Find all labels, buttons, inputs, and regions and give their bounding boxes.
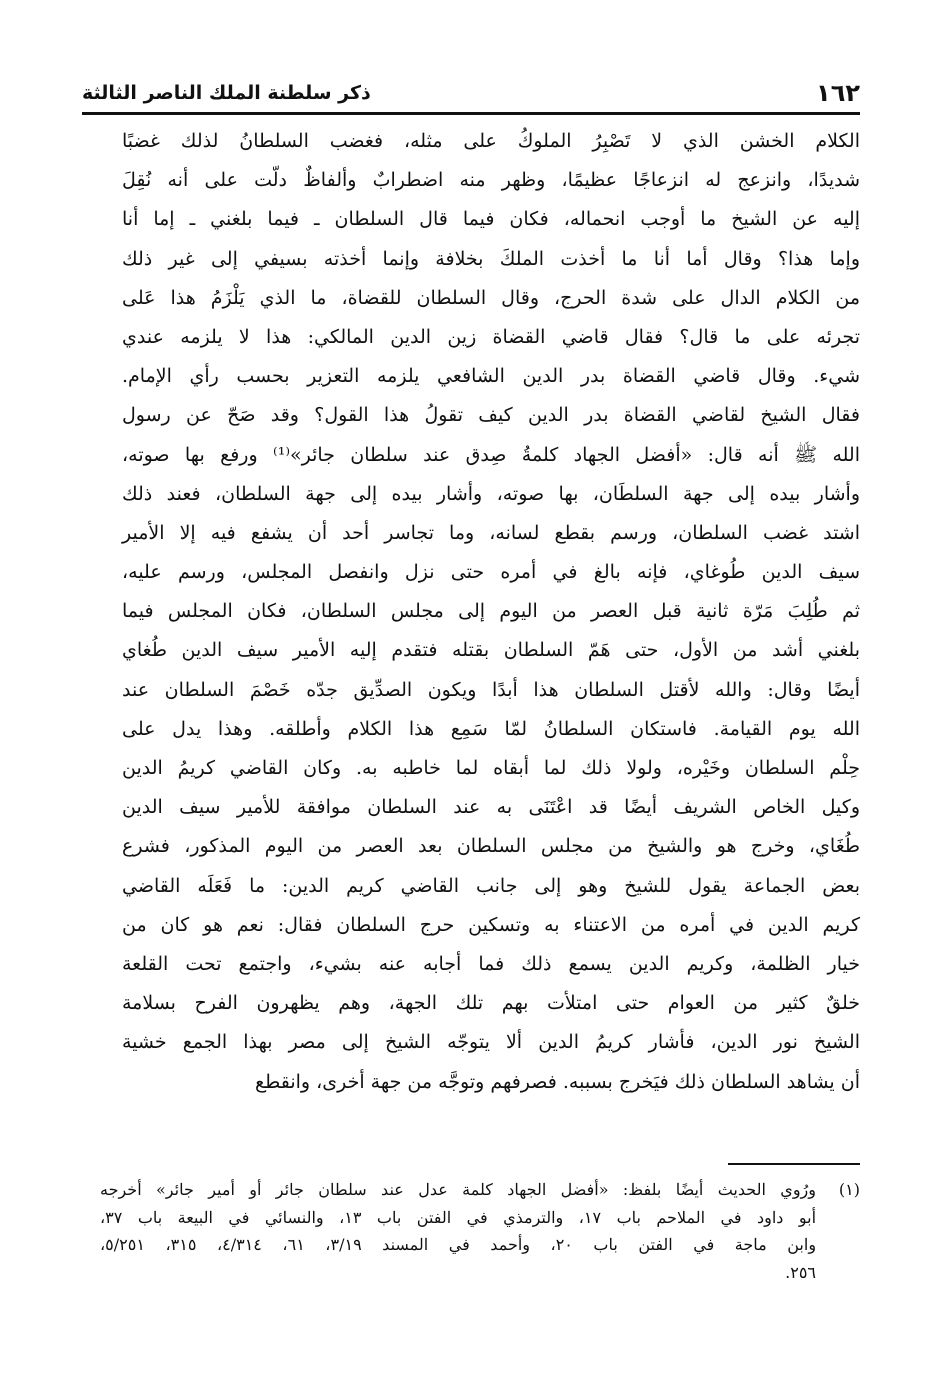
body-line: خلقٌ كثير من العوام حتى امتلأت بهم تلك الجهة، وهم يظهرون الفرح بسلامة (122, 992, 860, 1015)
body-line: سيف الدين طُوغاي، فإنه بالغ في أمره حتى نزل وانفصل المجلس، ورسم عليه، (122, 561, 860, 584)
body-line: ثم طُلِبَ مَرّة ثانية قبل العصر من اليوم إلى مجلس السلطان، فكان المجلس فيما (122, 600, 860, 623)
body-line: شيء. وقال قاضي القضاة بدر الدين الشافعي يلزمه التعزير بحسب رأي الإمام. (122, 365, 860, 388)
footnote-line: ٢٥٦. (785, 1262, 816, 1282)
footnote-text (100, 1176, 816, 1286)
footnote-marker: (١) (838, 1180, 860, 1199)
body-line: أن يشاهد السلطان ذلك فيَخرج بسببه. فصرفهم وتوجَّه من جهة أخرى، وانقطع (255, 1070, 860, 1093)
body-line: طُغَاي، وخرج هو والشيخ من مجلس السلطان بعد العصر من اليوم المذكور، فشرع (122, 835, 860, 858)
body-line: الله يوم القيامة. فاستكان السلطانُ لمّا سَمِع هذا الكلام وأطلقه. وهذا يدل على (122, 717, 860, 740)
body-line: أيضًا وقال: والله لأقتل السلطان هذا أبدًا ويكون الصدِّيق جدّه خَصْمَ السلطان عند (122, 678, 860, 701)
body-line: وإما هذا؟ وقال أما أنا ما أخذت الملكَ بخلافة وإنما أخذته بسيفي إلى غير ذلك (122, 247, 860, 270)
footnote-line: ورُوي الحديث أيضًا بلفظ: «أفضل الجهاد كلمة عدل عند سلطان جائر أو أمير جائر» أخرجه (100, 1180, 816, 1199)
page-number: ١٦٢ (816, 79, 860, 107)
body-line: إليه عن الشيخ ما أوجب انحماله، فكان فيما قال السلطان ـ فيما بلغني ـ إما أنا (122, 208, 860, 231)
body-text (122, 122, 860, 1102)
body-line: من الكلام الدال على شدة الحرج، وقال السلطان للقضاة، ما الذي يَلْزَمُ هذا عَلى (122, 286, 860, 309)
header-rule (82, 112, 860, 115)
footnotes (100, 1176, 860, 1286)
body-line: وأشار بيده إلى جهة السلطَان، بها صوته، وأشار بيده إلى جهة السلطان، فعند ذلك (122, 482, 860, 505)
body-line: شديدًا، وانزعج له انزعاجًا عظيمًا، وظهر منه اضطرابٌ وألفاظٌ دلّت على أنه نُقِلَ (122, 169, 860, 192)
body-line: اشتد غضب السلطان، ورسم بقطع لسانه، وما تجاسر أحد أن يشفع فيه إلا الأمير (122, 521, 860, 544)
body-line: تجرئه على ما قال؟ فقال قاضي القضاة زين الدين المالكي: هذا لا يلزمه عندي (122, 325, 860, 348)
body-line: فقال الشيخ لقاضي القضاة بدر الدين كيف تقولُ هذا القول؟ وقد صَحّ عن رسول (122, 404, 860, 427)
body-line: كريم الدين في أمره من الاعتناء به وتسكين حرج السلطان فقال: نعم هو كان من (122, 913, 860, 936)
footnote-rule (728, 1163, 860, 1165)
footnote (100, 1176, 860, 1286)
body-line: الشيخ نور الدين، فأشار كريمُ الدين ألا يتوجّه الشيخ إلى مصر بهذا الجمع خشية (122, 1031, 860, 1054)
body-line: الكلام الخشن الذي لا تَصْبِرُ الملوكُ على مثله، فغضب السلطانُ لذلك غضبًا (122, 130, 860, 152)
running-title: ذكر سلطنة الملك الناصر الثالثة (82, 82, 371, 104)
body-line: حِلْم السلطان وخَيْره، ولولا ذلك لما أبقاه لما خاطبه به. وكان القاضي كريمُ الدين (122, 757, 860, 779)
body-line: خيار الظلمة، وكريم الدين يسمع ذلك فما أجابه عنه بشيء، واجتمع تحت القلعة (122, 952, 860, 975)
footnote-line: أبو داود في الملاحم باب ١٧، والترمذي في الفتن باب ١٣، والنسائي في البيعة باب ٣٧، (100, 1207, 817, 1227)
body-line: وكيل الخاص الشريف أيضًا قد اعْتَنَى به عند السلطان موافقة للأمير سيف الدين (122, 796, 860, 819)
body-line: بعض الجماعة يقول للشيخ وهو إلى جانب القاضي كريم الدين: ما فَعَلَه القاضي (122, 874, 860, 897)
body-line: بلغني أشد من الأول، حتى هَمّ السلطان بقتله فتقدم إليه الأمير سيف الدين طُغاي (122, 639, 860, 662)
footnote-line: وابن ماجة في الفتن باب ٢٠، وأحمد في المسند ٣/١٩، ٦١، ٤/٣١٤، ٣١٥، ٥/٢٥١، (100, 1235, 817, 1254)
page-header (82, 62, 860, 108)
body-line: الله ﷺ أنه قال: «أفضل الجهاد كلمةُ صِدق عند سلطان جائر»⁽¹⁾ ورفع بها صوته، (122, 443, 860, 466)
